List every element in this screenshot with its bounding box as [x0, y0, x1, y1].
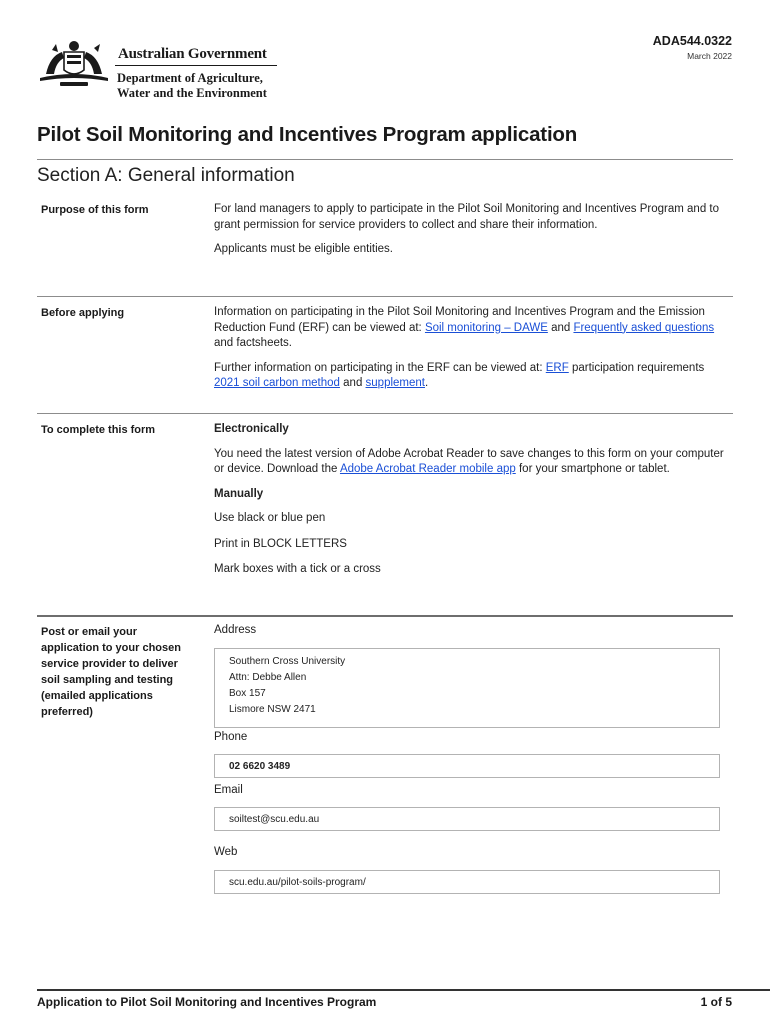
electronically-heading: Electronically — [214, 423, 289, 435]
web-value: scu.edu.au/pilot-soils-program/ — [229, 876, 366, 888]
before-applying-text-2: Further information on participating in the ERF can be viewed at: ERF participation requirements 2021 soil carbon method and supplement. — [214, 361, 705, 389]
web-field[interactable] — [214, 870, 720, 894]
phone-value: 02 6620 3489 — [229, 760, 291, 772]
row-divider — [37, 296, 733, 297]
manual-instruction: Print in BLOCK LETTERS — [214, 537, 347, 550]
manually-heading: Manually — [214, 487, 264, 500]
government-name: Australian Government — [118, 46, 267, 62]
row-divider — [37, 413, 733, 414]
department-name: Department of Agriculture, Water and the Environment — [117, 71, 267, 100]
before-applying-content — [214, 305, 730, 401]
before-applying-text-1: Information on participating in the Pilot Soil Monitoring and Incentives Program and the Emission Reduction Fund (ERF) can be viewed at: Soil monitoring – DAWE and Frequently asked questions and factsheets. — [214, 306, 715, 349]
purpose-text: For land managers to apply to participate in the Pilot Soil Monitoring and Incentives Program and to grant permission for service providers to collect and share their information. — [214, 203, 720, 231]
soil-carbon-method-link[interactable]: 2021 soil carbon method — [214, 377, 340, 389]
purpose-label: Purpose of this form — [41, 204, 149, 216]
address-line: Lismore NSW 2471 — [229, 704, 316, 715]
address-field[interactable] — [214, 648, 720, 728]
coat-of-arms-icon — [36, 36, 112, 90]
submission-label: Post or email your application to your chosen service provider to deliver soil sampling and testing (emailed applications preferred) — [41, 626, 181, 718]
email-field[interactable] — [214, 807, 720, 831]
acrobat-reader-link[interactable]: Adobe Acrobat Reader mobile app — [339, 463, 516, 475]
row-divider — [37, 615, 733, 617]
government-divider — [115, 65, 277, 66]
title-divider — [37, 159, 733, 160]
erf-link[interactable]: ERF — [545, 361, 569, 374]
complete-form-label: To complete this form — [41, 424, 156, 436]
electronically-text: You need the latest version of Adobe Acrobat Reader to save changes to this form on your computer or device. Download the Adobe Acrobat Reader mobile app for your smartphone or tablet. — [214, 447, 724, 475]
email-label: Email — [214, 784, 243, 796]
manual-instruction: Mark boxes with a tick or a cross — [214, 563, 381, 575]
footer-title: Application to Pilot Soil Monitoring and Incentives Program — [37, 995, 377, 1009]
phone-field[interactable] — [214, 754, 720, 778]
page-title: Pilot Soil Monitoring and Incentives Program application — [37, 123, 578, 146]
footer-divider — [37, 989, 770, 991]
web-label: Web — [214, 846, 238, 858]
before-applying-label: Before applying — [41, 307, 125, 319]
form-date: March 2022 — [687, 51, 732, 61]
address-label: Address — [214, 624, 257, 636]
page-number: 1 of 5 — [700, 995, 732, 1009]
eligibility-text: Applicants must be eligible entities. — [214, 243, 393, 255]
address-line: Southern Cross University — [229, 656, 346, 667]
soil-monitoring-link[interactable]: Soil monitoring – DAWE — [424, 321, 548, 334]
phone-label: Phone — [214, 731, 248, 743]
form-code: ADA544.0322 — [652, 34, 732, 48]
email-value: soiltest@scu.edu.au — [229, 813, 320, 825]
section-title: Section A: General information — [37, 165, 295, 186]
faq-link[interactable]: Frequently asked questions — [573, 321, 715, 334]
purpose-content — [214, 202, 730, 267]
address-line: Attn: Debbe Allen — [229, 672, 307, 683]
supplement-link[interactable]: supplement — [365, 377, 425, 389]
manual-instruction: Use black or blue pen — [214, 512, 326, 524]
complete-form-content — [214, 422, 730, 587]
address-line: Box 157 — [229, 688, 266, 699]
